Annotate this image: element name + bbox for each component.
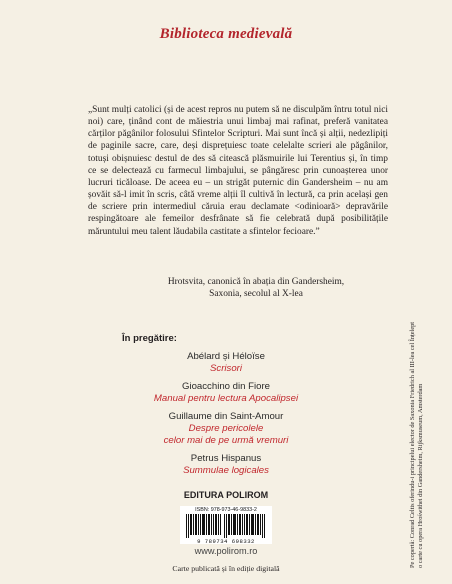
publisher-website: www.polirom.ro — [194, 546, 258, 556]
book-title: Summulae logicales — [183, 465, 269, 476]
cover-credit-line-2: o carte cu opera Hroświthei din Gandersheim, Rijksmuseum, Amsterdam — [417, 383, 425, 568]
isbn-label: ISBN: 978-973-46-9833-2 — [195, 507, 257, 513]
upcoming-book — [0, 351, 452, 375]
cover-credit — [409, 228, 425, 568]
book-title: celor mai de pe urmă vremuri — [163, 434, 289, 446]
attribution-line-1: Hrotsvita, canonică în abația din Gandersheim, — [167, 277, 345, 287]
digital-edition-note: Carte publicată și în ediție digitală — [172, 564, 280, 573]
barcode-bars-icon — [186, 514, 266, 538]
barcode — [180, 506, 272, 544]
upcoming-book — [0, 453, 452, 477]
book-title: Despre pericolele — [188, 423, 264, 434]
series-title: Biblioteca medievală — [159, 26, 293, 42]
attribution-line-2: Saxonia, secolul al X-lea — [209, 289, 303, 300]
book-title: Manual pentru lectura Apocalipsei — [153, 393, 299, 404]
hrotsvita-quote: „Sunt mulți catolici (și de acest repros nu putem să ne disculpăm întru totul nici noi) care, ținând cont de măiestria unui limbaj mai rafinat, preferă vanitatea cărților păgânilor folosului Sfintelor Scripturi. Mai sunt încă și alții, nedezlipiți de paginile sacre, care, deși disprețuiesc toate celelalte scrieri ale păgânilor, totuși obișnuiesc destul de des să citească plăsmuirile lui Terentius și, în timp ce se delectează cu farmecul limbajului, se pângăresc prin cunoașterea unor lucruri ticăloase. De aceea eu – un strigăt puternic din Gandersheim – nu am șovăit să-l imit în scris, câtă vreme alții îl cultivă în lectură, ca prin același gen de scriere prin intermediul căruia erau declamate <odinioară> depravările respingătoare ale femeilor desfrânate să fie celebrată după posibilitățile măruntului meu talent lăudabila castitate a sfintelor fecioare.” — [88, 105, 388, 237]
upcoming-book — [0, 381, 452, 405]
upcoming-book — [0, 411, 452, 446]
quote-attribution — [88, 276, 388, 300]
barcode-number: 9 789734 698332 — [197, 538, 255, 545]
book-author: Gioacchino din Fiore — [182, 381, 270, 392]
book-author: Guillaume din Saint-Amour — [168, 411, 284, 422]
upcoming-heading: În pregătire: — [122, 333, 177, 344]
cover-credit-line-1: Pe copertă: Conrad Celtis oferindu-i principelui elector de Saxonia Friedrich al III-lea cel Înțelept — [409, 321, 416, 568]
book-author: Abélard și Héloïse — [187, 351, 265, 362]
book-title: Scrisori — [210, 363, 242, 374]
publisher-name: EDITURA POLIROM — [183, 490, 269, 500]
book-author: Petrus Hispanus — [190, 453, 262, 464]
